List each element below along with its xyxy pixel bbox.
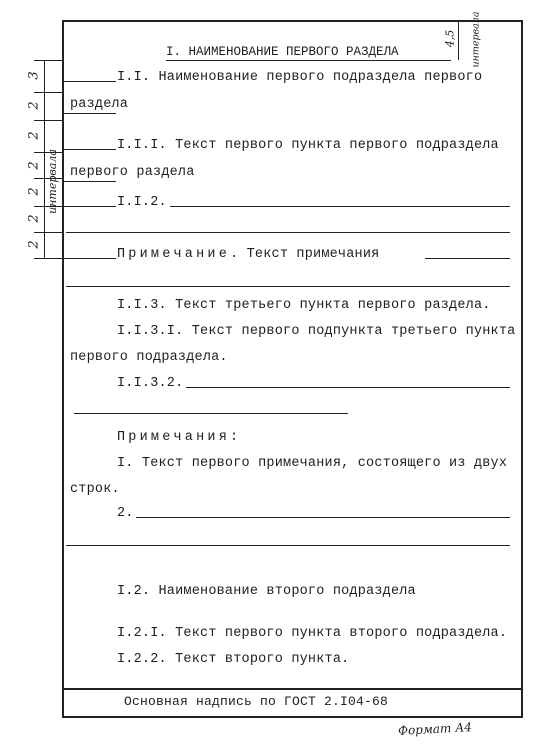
left-ruler-tick: [34, 120, 62, 121]
fill-line: [425, 258, 510, 259]
page-frame: [62, 20, 523, 718]
left-ruler-line: [44, 60, 45, 258]
left-annotation-value: 2: [26, 187, 42, 196]
left-annotation-value: 3: [26, 71, 42, 80]
indent-line: [64, 181, 116, 182]
left-ruler-tick: [34, 258, 62, 259]
left-ruler-tick: [34, 232, 62, 233]
top-annotation-value: 4,5: [443, 29, 457, 48]
clause-1-2-1: I.2.I. Текст первого пункта второго подраздела.: [117, 626, 508, 641]
fill-line: [66, 286, 510, 287]
indent-line: [64, 81, 116, 82]
left-annotation-label: интервала: [45, 149, 59, 214]
indent-line: [64, 113, 116, 114]
subsection-1-1-title: I.I. Наименование первого подраздела первого: [117, 70, 483, 85]
clause-1-1-3: I.I.3. Текст третьего пункта первого раздела.: [117, 298, 491, 313]
clause-1-1-3-1: I.I.3.I. Текст первого подпункта третьего пункта: [117, 324, 516, 339]
clause-1-1-3-2: I.I.3.2.: [117, 376, 184, 391]
clause-1-1-2: I.I.2.: [117, 195, 167, 210]
fill-line: [186, 387, 510, 388]
top-annotation-divider: [458, 22, 459, 60]
note-line: [117, 247, 379, 263]
fill-line: [136, 517, 510, 518]
clause-1-1-1-cont: первого раздела: [70, 165, 195, 180]
fill-line: [66, 545, 510, 546]
fill-line: [74, 413, 348, 414]
left-annotation-value: 2: [26, 240, 42, 249]
left-annotation-value: 2: [26, 101, 42, 110]
fill-line: [170, 206, 510, 207]
notes-label: Примечания:: [117, 430, 242, 445]
note-1: I. Текст первого примечания, состоящего из двух: [117, 456, 508, 471]
note-label: Примечание: [117, 247, 231, 262]
note-1-cont: строк.: [70, 482, 120, 497]
left-ruler-tick: [34, 60, 62, 61]
left-annotation-value: 2: [26, 214, 42, 223]
subsection-1-2-title: I.2. Наименование второго подраздела: [117, 584, 416, 599]
indent-line: [64, 258, 116, 259]
clause-1-1-1: I.I.I. Текст первого пункта первого подраздела: [117, 138, 499, 153]
note-text: . Текст примечания: [230, 247, 380, 262]
clause-1-2-2: I.2.2. Текст второго пункта.: [117, 652, 350, 667]
note-2: 2.: [117, 506, 134, 521]
left-annotation-value: 2: [26, 131, 42, 140]
top-annotation-label: интервала: [470, 11, 482, 68]
indent-line: [64, 206, 116, 207]
title-block-divider: [62, 688, 523, 690]
fill-line: [66, 232, 510, 233]
clause-1-1-3-1-cont: первого подраздела.: [70, 350, 228, 365]
section-title: I. НАИМЕНОВАНИЕ ПЕРВОГО РАЗДЕЛА: [166, 45, 399, 59]
indent-line: [64, 149, 116, 150]
format-label: Формат А4: [397, 720, 473, 738]
title-block-text: Основная надпись по ГОСТ 2.I04-68: [124, 694, 389, 709]
left-annotation-value: 2: [26, 161, 42, 170]
section-title-underline: [166, 60, 451, 61]
left-ruler-tick: [34, 92, 62, 93]
subsection-1-1-title-cont: раздела: [70, 97, 129, 112]
